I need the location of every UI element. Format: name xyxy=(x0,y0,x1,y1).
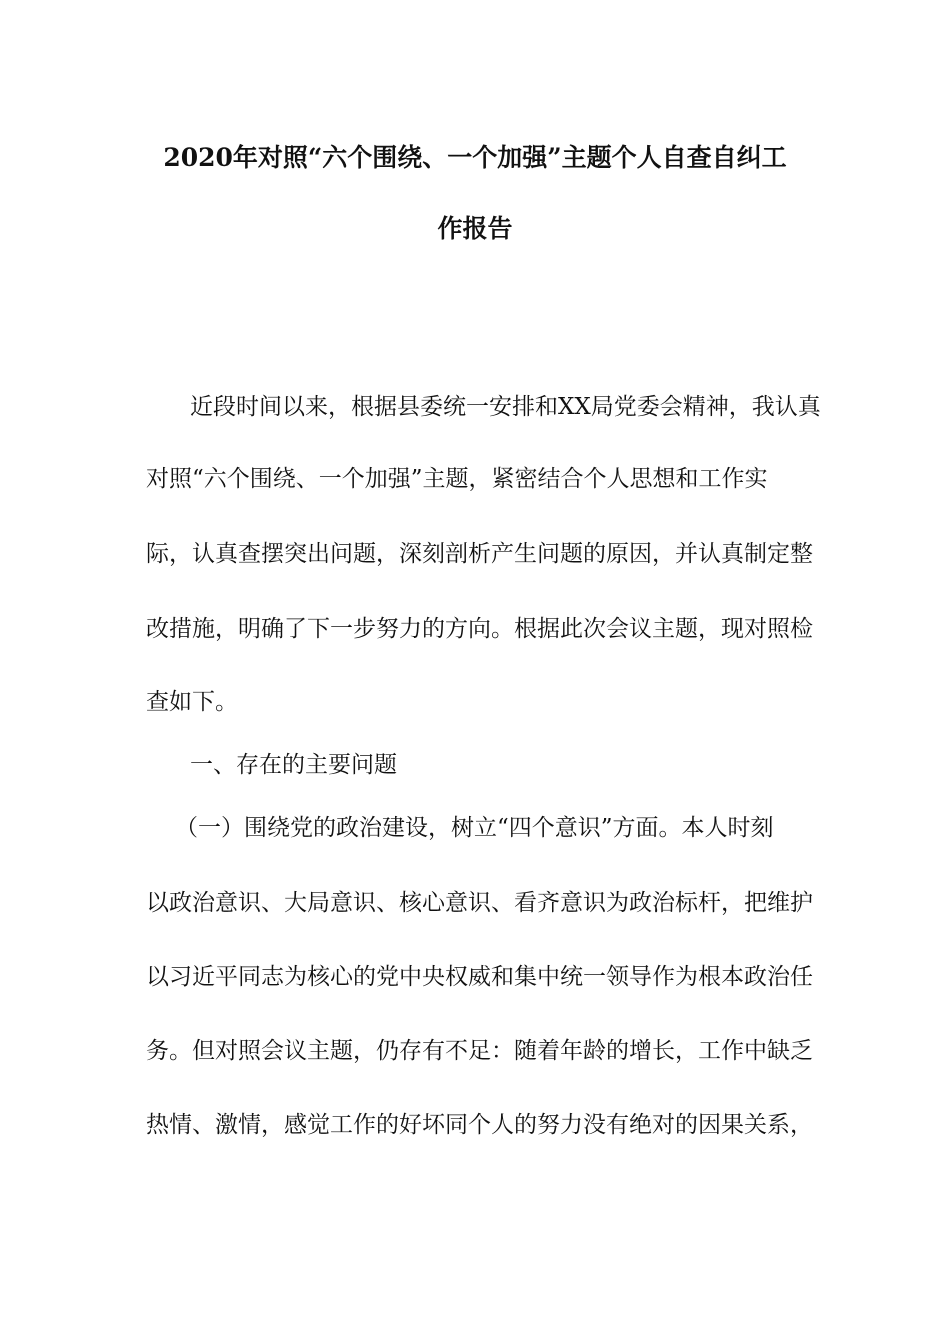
paragraph-2-line-1: （一）围绕党的政治建设，树立“四个意识”方面。本人时刻 xyxy=(175,815,774,841)
paragraph-1-line-1: 近段时间以来，根据县委统一安排和XX局党委会精神，我认真 xyxy=(190,394,821,420)
paragraph-2-line-2: 以政治意识、大局意识、核心意识、看齐意识为政治标杆，把维护 xyxy=(146,890,813,916)
paragraph-2-line-4: 务。但对照会议主题，仍存有不足：随着年龄的增长，工作中缺乏 xyxy=(146,1038,813,1064)
document-title-line-2: 作报告 xyxy=(437,214,513,243)
paragraph-2-line-5: 热情、激情，感觉工作的好坏同个人的努力没有绝对的因果关系， xyxy=(146,1112,813,1138)
paragraph-2-line-3: 以习近平同志为核心的党中央权威和集中统一领导作为根本政治任 xyxy=(146,964,813,990)
paragraph-1-line-4: 改措施，明确了下一步努力的方向。根据此次会议主题，现对照检 xyxy=(146,616,813,642)
paragraph-1-line-5: 查如下。 xyxy=(146,689,238,715)
document-title-line-1: 2020年对照“六个围绕、一个加强”主题个人自查自纠工 xyxy=(163,143,787,172)
paragraph-1-line-3: 际，认真查摆突出问题，深刻剖析产生问题的原因，并认真制定整 xyxy=(146,541,813,567)
paragraph-1-line-2: 对照“六个围绕、一个加强”主题，紧密结合个人思想和工作实 xyxy=(146,466,768,492)
section-heading-1: 一、存在的主要问题 xyxy=(190,752,397,778)
